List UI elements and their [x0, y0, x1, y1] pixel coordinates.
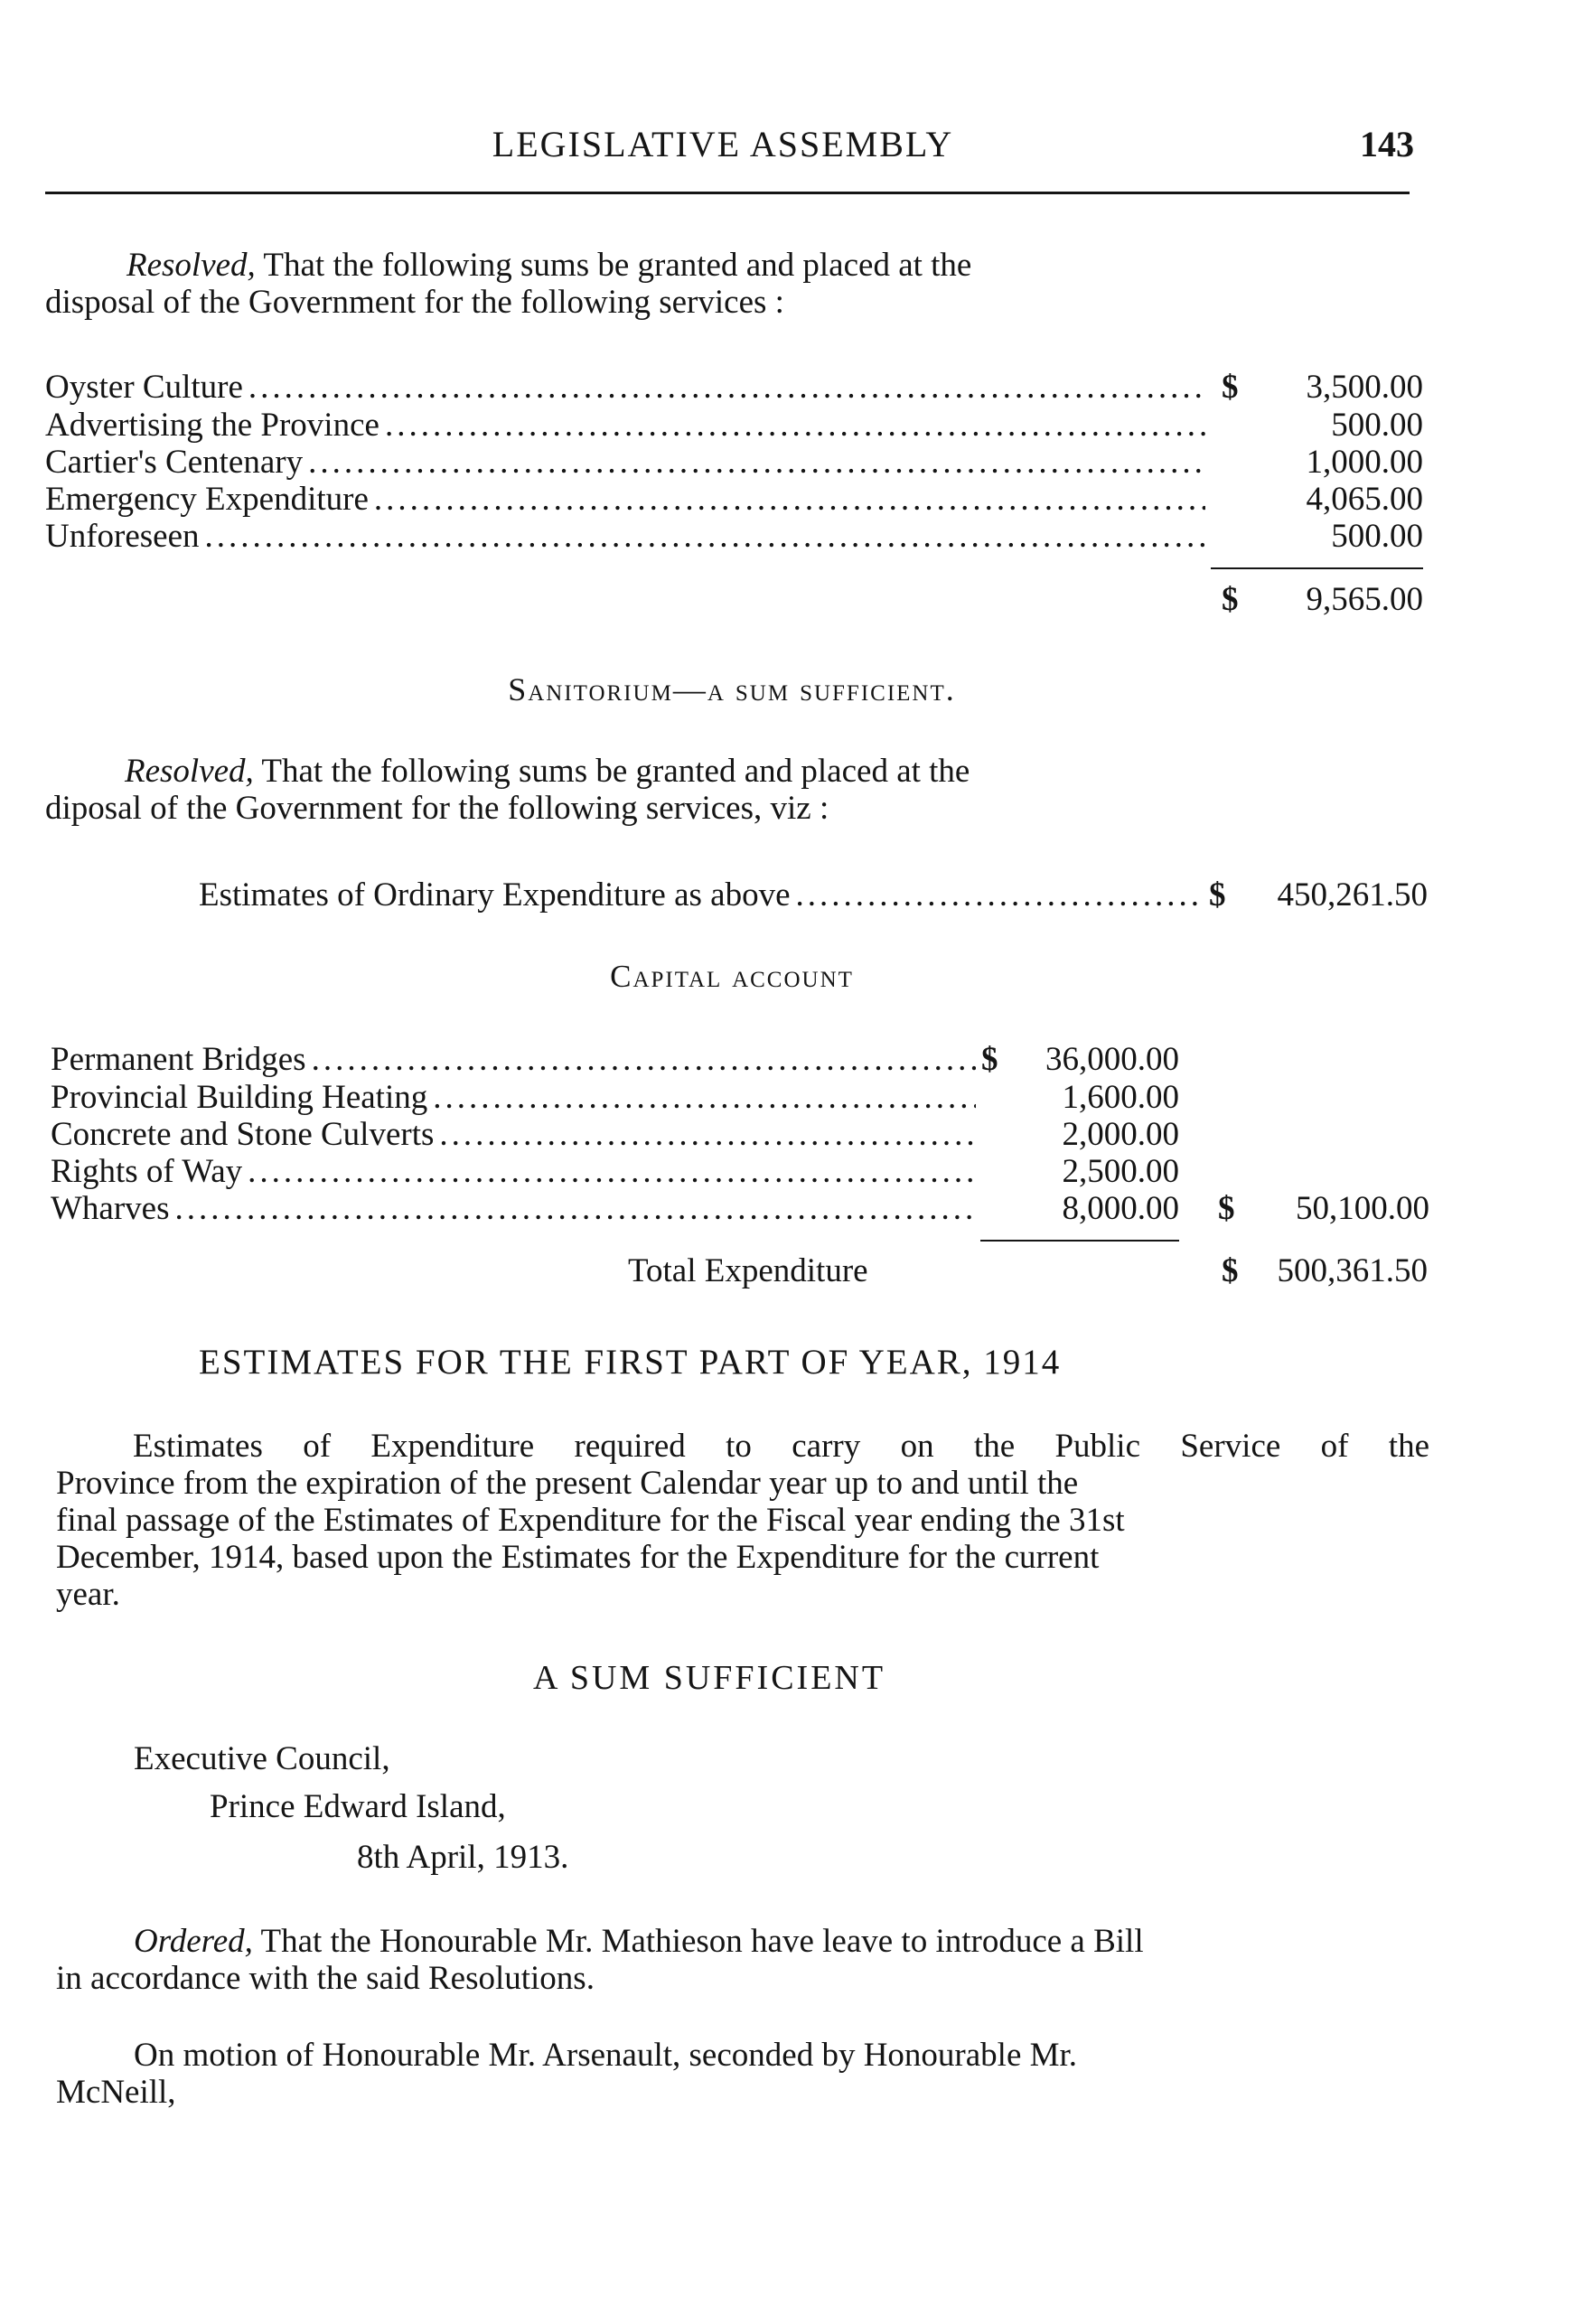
motion-paragraph: [56, 2037, 1429, 2111]
capital-total-amount: 50,100.00: [1296, 1190, 1429, 1227]
signature-line-council: Executive Council,: [134, 1740, 390, 1777]
ordered-lead: Ordered,: [134, 1923, 253, 1960]
services-total-amount: 9,565.00: [1306, 581, 1423, 618]
service-label: Advertising the Province: [45, 407, 379, 444]
service-row: [45, 368, 1211, 406]
capital-item-label: Rights of Way: [51, 1153, 243, 1190]
service-label: Unforeseen: [45, 518, 200, 555]
estimates-paragraph: [56, 1428, 1429, 1613]
sum-sufficient-heading: A SUM SUFFICIENT: [533, 1659, 886, 1697]
motion-text-line: McNeill,: [56, 2074, 176, 2111]
leader-dots: [796, 876, 1204, 914]
motion-text-line: On motion of Honourable Mr. Arsenault, seconded by Honourable Mr.: [134, 2037, 1078, 2074]
capital-subtotal-rule: [980, 1240, 1179, 1242]
service-row: [45, 480, 1211, 518]
sanitorium-heading: Sanitorium—a sum sufficient.: [508, 671, 956, 708]
capital-item-amount: 1,600.00: [1062, 1079, 1179, 1116]
capital-account-heading: Capital account: [610, 959, 854, 994]
service-row: [45, 406, 1211, 444]
currency-sign: $: [981, 1041, 998, 1078]
service-label: Emergency Expenditure: [45, 481, 369, 518]
capital-item-amount: 8,000.00: [1062, 1190, 1179, 1227]
leader-dots: [312, 1040, 976, 1079]
header-rule: [45, 192, 1410, 194]
capital-item-amount: 2,000.00: [1062, 1116, 1179, 1153]
capital-item-label: Permanent Bridges: [51, 1041, 306, 1078]
leader-dots: [308, 443, 1205, 482]
leader-dots: [175, 1189, 977, 1228]
capital-item-row: [51, 1189, 981, 1227]
resolution-text-line: diposal of the Government for the following services, viz :: [45, 790, 829, 827]
resolution-paragraph-2: [45, 753, 1220, 827]
estimates-line: Estimates of Expenditure required to carry on the Public Service of the: [133, 1428, 1429, 1465]
subtotal-rule: [1211, 567, 1423, 569]
leader-dots: [385, 406, 1205, 445]
ordered-text-line: That the Honourable Mr. Mathieson have leave to introduce a Bill: [260, 1923, 1144, 1960]
resolution-paragraph-1: [45, 247, 1220, 321]
total-expenditure-amount: 500,361.50: [1277, 1252, 1428, 1289]
currency-sign: $: [1222, 1252, 1239, 1289]
running-header-title: LEGISLATIVE ASSEMBLY: [492, 124, 954, 164]
capital-item-row: [51, 1040, 981, 1078]
leader-dots: [248, 368, 1205, 407]
estimates-line: December, 1914, based upon the Estimates for the Expenditure for the current: [56, 1539, 1100, 1576]
leader-dots: [374, 480, 1205, 519]
service-amount: 500.00: [1331, 407, 1423, 444]
ordered-text-line: in accordance with the said Resolutions.: [56, 1960, 595, 1997]
ordinary-estimates-amount: 450,261.50: [1277, 876, 1428, 914]
capital-item-amount: 36,000.00: [1045, 1041, 1179, 1078]
capital-item-amount: 2,500.00: [1062, 1153, 1179, 1190]
leader-dots: [439, 1115, 976, 1154]
total-expenditure-label: Total Expenditure: [628, 1252, 868, 1289]
capital-item-row: [51, 1152, 981, 1190]
capital-item-row: [51, 1115, 981, 1153]
capital-item-row: [51, 1078, 981, 1116]
resolved-lead: Resolved,: [125, 753, 254, 790]
estimates-heading: ESTIMATES FOR THE FIRST PART OF YEAR, 1914: [199, 1343, 1062, 1382]
estimates-line: final passage of the Estimates of Expenditure for the Fiscal year ending the 31st: [56, 1502, 1125, 1539]
estimates-line: year.: [56, 1576, 120, 1613]
capital-item-label: Provincial Building Heating: [51, 1079, 428, 1116]
signature-line-date: 8th April, 1913.: [357, 1839, 569, 1876]
ordered-paragraph: [56, 1923, 1429, 1997]
leader-dots: [248, 1152, 976, 1191]
service-row: [45, 517, 1211, 555]
leader-dots: [433, 1078, 976, 1117]
resolved-lead: Resolved,: [126, 247, 256, 284]
ordinary-estimates-row: [199, 876, 1209, 914]
currency-sign: $: [1209, 876, 1226, 914]
resolution-text-line: disposal of the Government for the following services :: [45, 284, 784, 321]
signature-line-province: Prince Edward Island,: [210, 1788, 506, 1825]
currency-sign: $: [1218, 1190, 1235, 1227]
resolution-text-line: That the following sums be granted and placed at the: [261, 753, 970, 790]
page-number: 143: [1360, 124, 1414, 164]
service-label: Oyster Culture: [45, 369, 243, 406]
resolution-text-line: That the following sums be granted and placed at the: [263, 247, 972, 284]
leader-dots: [205, 517, 1205, 556]
ordinary-estimates-label: Estimates of Ordinary Expenditure as above: [199, 876, 791, 914]
currency-sign: $: [1222, 581, 1239, 618]
service-amount: 1,000.00: [1306, 444, 1423, 481]
service-amount: 500.00: [1331, 518, 1423, 555]
currency-sign: $: [1222, 369, 1239, 406]
capital-item-label: Wharves: [51, 1190, 170, 1227]
service-amount: 4,065.00: [1306, 481, 1423, 518]
service-amount: 3,500.00: [1306, 369, 1423, 406]
estimates-line: Province from the expiration of the present Calendar year up to and until the: [56, 1465, 1079, 1502]
capital-item-label: Concrete and Stone Culverts: [51, 1116, 435, 1153]
service-label: Cartier's Centenary: [45, 444, 304, 481]
service-row: [45, 443, 1211, 481]
